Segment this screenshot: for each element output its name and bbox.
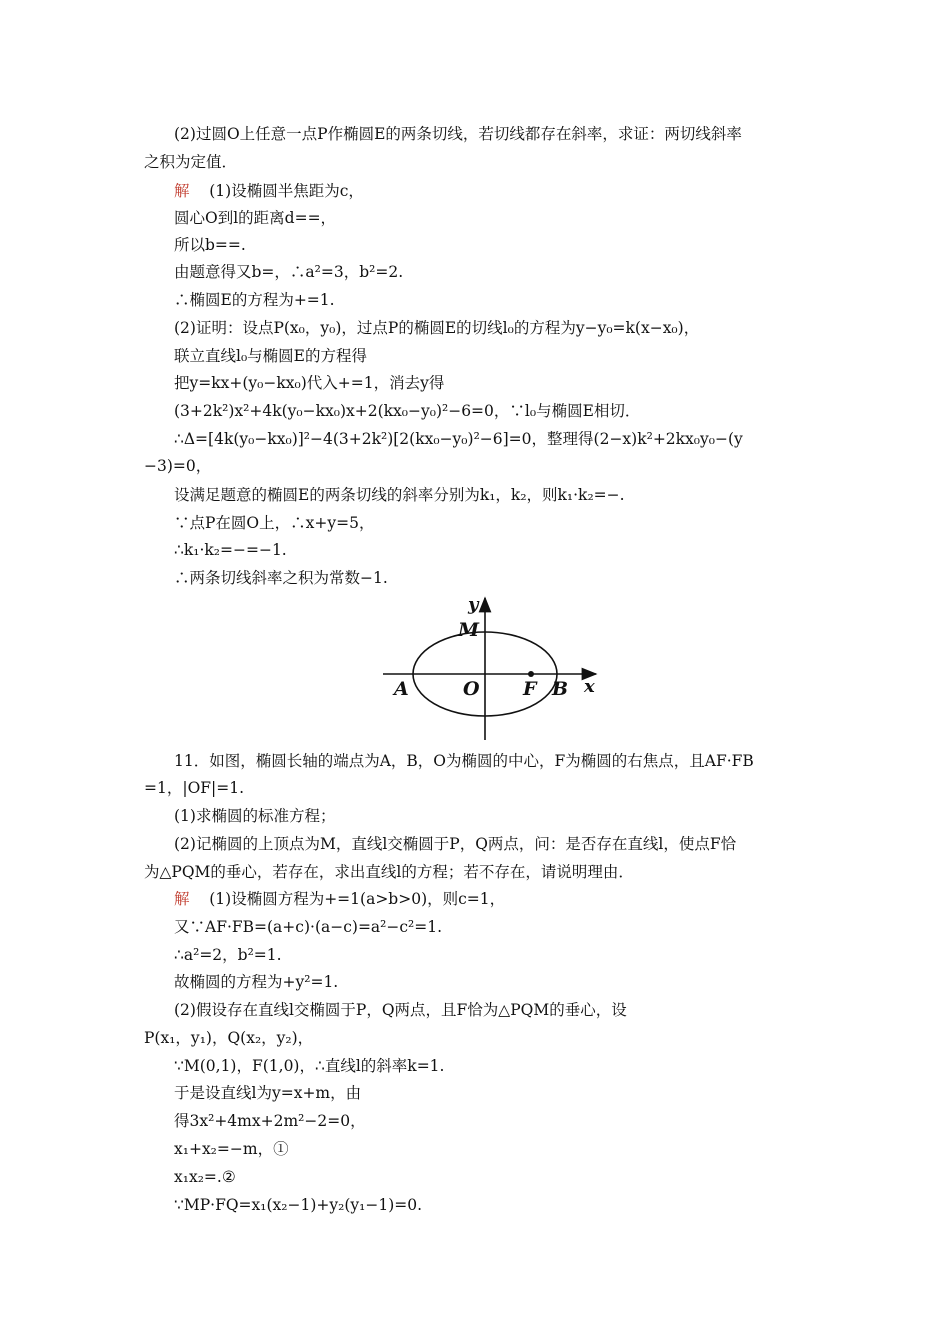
label-x: x [584, 676, 595, 697]
text-line: (2)假设存在直线l交椭圆于P，Q两点，且F恰为△PQM的垂心，设 [174, 1001, 627, 1019]
label-A: A [394, 678, 409, 700]
text-line: 为△PQM的垂心，若存在，求出直线l的方程；若不存在，请说明理由． [144, 863, 634, 881]
label-B: B [552, 678, 569, 700]
text-line: x₁x₂=.② [174, 1168, 236, 1186]
label-y: y [468, 594, 479, 615]
text-line: ∵M(0,1)，F(1,0)，∴直线l的斜率k=1. [174, 1057, 445, 1075]
text-line: 于是设直线l为y=x+m，由 [174, 1084, 362, 1102]
text-line: 圆心O到l的距离d==， [174, 209, 337, 227]
text-line: 11．如图，椭圆长轴的端点为A，B，O为椭圆的中心，F为椭圆的右焦点，且AF·FB [174, 752, 754, 770]
text-line: 之积为定值． [144, 153, 238, 171]
text-line: (2)过圆O上任意一点P作椭圆E的两条切线，若切线都存在斜率，求证：两切线斜率 [174, 125, 742, 143]
text-line: (2)证明：设点P(x₀，y₀)，过点P的椭圆E的切线l₀的方程为y−y₀=k(x−x₀)， [174, 319, 700, 337]
text-line: ∴a²=2，b²=1. [174, 946, 282, 964]
text-line: ∵点P在圆O上，∴x+y=5， [174, 514, 375, 532]
text-line: 由题意得又b=，∴a²=3，b²=2. [174, 263, 404, 281]
text-line: 又∵AF·FB=(a+c)·(a−c)=a²−c²=1. [174, 918, 443, 936]
text-line: x₁+x₂=−m，① [174, 1140, 289, 1158]
text-line: 设满足题意的椭圆E的两条切线的斜率分别为k₁，k₂，则k₁·k₂=−. [174, 486, 625, 504]
text-line: =1，|OF|=1. [144, 779, 245, 797]
label-O: O [463, 678, 480, 700]
text-line: 联立直线l₀与椭圆E的方程得 [174, 347, 367, 365]
text-line: (1)求椭圆的标准方程； [174, 807, 336, 825]
text-line: ∴k₁·k₂=−=−1. [174, 541, 287, 559]
focus-point [528, 671, 534, 677]
text-line: ∵MP·FQ=x₁(x₂−1)+y₂(y₁−1)=0. [174, 1196, 423, 1214]
solution-label: 解 [174, 890, 190, 908]
text-line: ∴Δ=[4k(y₀−kx₀)]²−4(3+2k²)[2(kx₀−y₀)²−6]=0，整理得(2−x)k²+2kx₀y₀−(y [174, 430, 743, 448]
text-line: ∴椭圆E的方程为+=1. [174, 291, 335, 309]
text-line: −3)=0， [144, 457, 212, 475]
text-line: P(x₁，y₁)，Q(x₂，y₂)， [144, 1029, 314, 1047]
text-line: 把y=kx+(y₀−kx₀)代入+=1，消去y得 [174, 374, 445, 392]
ellipse-figure [378, 592, 603, 742]
text-line: (3+2k²)x²+4k(y₀−kx₀)x+2(kx₀−y₀)²−6=0，∵l₀与椭圆E相切． [174, 402, 641, 420]
label-M: M [458, 619, 480, 641]
label-F: F [523, 678, 537, 700]
text-line-content: (1)设椭圆半焦距为c， [209, 182, 364, 200]
text-line [174, 889, 505, 909]
text-line: 所以b==. [174, 236, 246, 254]
text-line: (2)记椭圆的上顶点为M，直线l交椭圆于P，Q两点，问：是否存在直线l，使点F恰 [174, 835, 737, 853]
text-line: ∴两条切线斜率之积为常数−1. [174, 569, 388, 587]
text-line-content: (1)设椭圆方程为+=1(a>b>0)，则c=1， [209, 890, 506, 908]
text-line [174, 181, 364, 201]
solution-label: 解 [174, 182, 190, 200]
text-line: 故椭圆的方程为+y²=1. [174, 973, 339, 991]
text-line: 得3x²+4mx+2m²−2=0， [174, 1112, 366, 1130]
